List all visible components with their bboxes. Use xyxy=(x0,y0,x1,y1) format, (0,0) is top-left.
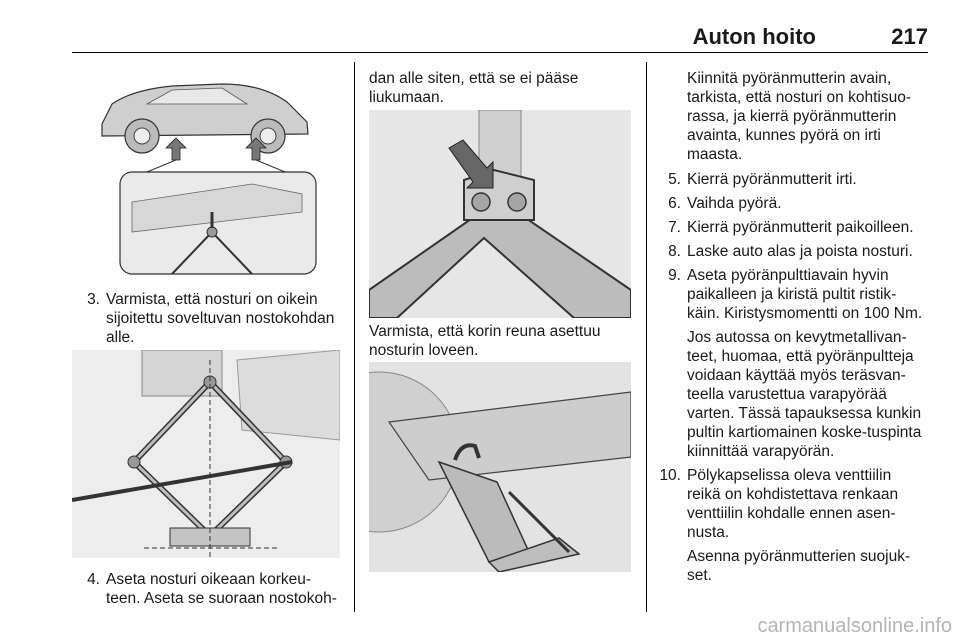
steps-list xyxy=(657,170,927,590)
jack-alignment-figure xyxy=(72,350,340,558)
step-text: Kierrä pyöränmutterit irti. xyxy=(687,171,857,188)
step-text: Laske auto alas ja poista nosturi. xyxy=(687,243,913,260)
step-6 xyxy=(657,194,927,213)
step-7 xyxy=(657,218,927,237)
step-5 xyxy=(657,170,927,189)
body-edge-figure xyxy=(369,362,631,572)
header-rule xyxy=(72,52,928,53)
step-4-final-continuation: Kiinnitä pyöränmutterin avain, tarkista, että nosturi on kohtisuo-rassa, ja kierrä pyöränmutterin avainta, kunnes pyörä on irti maasta. xyxy=(687,70,912,163)
step-text: Vaihda pyörä. xyxy=(687,195,782,212)
step-number: 9. xyxy=(668,267,681,284)
step-text: Aseta nosturi oikeaan korkeu-teen. Aseta se suoraan nostokoh- xyxy=(106,571,337,607)
step-number: 7. xyxy=(668,219,681,236)
jack-head-illustration xyxy=(369,110,631,318)
step-text: Kierrä pyöränmutterit paikoilleen. xyxy=(687,219,914,236)
step-text: Aseta pyöränpulttiavain hyvin paikalleen ja kiristä pultit ristik-käin. Kiristysmomentti on 100 Nm. xyxy=(687,267,923,322)
step-10 xyxy=(657,466,927,585)
jack-alignment-illustration xyxy=(72,350,340,558)
section-title: Auton hoito xyxy=(692,24,816,49)
step-text: Pölykapselissa oleva venttiilin reikä on kohdistettava renkaan venttiilin kohdalle ennen asen-nusta. xyxy=(687,467,899,541)
step-number: 3. xyxy=(87,291,100,308)
step-note: Asenna pyöränmutterien suojuk-set. xyxy=(687,548,911,584)
body-edge-illustration xyxy=(369,362,631,572)
step-number: 8. xyxy=(668,243,681,260)
step-number: 5. xyxy=(668,171,681,188)
notch-note: Varmista, että korin reuna asettuu nosturin loveen. xyxy=(369,323,601,359)
page-header xyxy=(72,0,928,52)
step-4-continuation: dan alle siten, että se ei pääse liukumaan. xyxy=(369,70,579,106)
step-number: 4. xyxy=(87,571,100,588)
step-text: Varmista, että nosturi on oikein sijoitettu soveltuvan nostokohdan alle. xyxy=(106,291,335,346)
footer-watermark: carmanualsonline.info xyxy=(757,615,952,637)
page-number: 217 xyxy=(891,24,928,49)
step-8 xyxy=(657,242,927,261)
step-number: 6. xyxy=(668,195,681,212)
car-jacking-points-figure xyxy=(72,62,340,276)
step-4 xyxy=(78,570,340,610)
step-9 xyxy=(657,266,927,461)
step-3 xyxy=(78,290,340,350)
car-jacking-points-illustration xyxy=(72,62,340,276)
step-note: Jos autossa on kevytmetallivan-teet, huomaa, että pyöränpultteja voidaan käyttää myös teräsvan-teella varustettua varapyörää varten. Tässä tapauksessa kunkin pultin kartiomainen koske-tuspinta kiinnittää varapyörän. xyxy=(687,329,922,460)
column-divider-2 xyxy=(646,62,647,612)
jack-head-figure xyxy=(369,110,631,318)
column-divider-1 xyxy=(354,62,355,612)
step-number: 10. xyxy=(659,467,681,484)
